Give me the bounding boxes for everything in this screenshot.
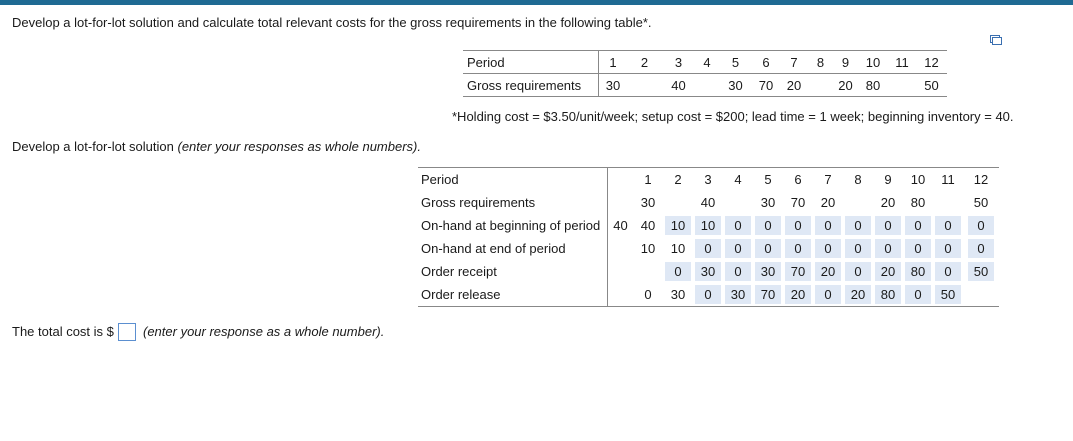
solution-cell <box>933 260 963 283</box>
solution-cell <box>723 237 753 260</box>
solution-start-cell <box>608 168 634 192</box>
solution-cell <box>933 283 963 307</box>
solution-cell <box>783 283 813 307</box>
solution-cell <box>723 214 753 237</box>
answer-cell[interactable]: 30 <box>755 262 781 281</box>
solution-cell: 40 <box>640 218 656 233</box>
solution-cell: 5 <box>764 172 772 187</box>
answer-cell[interactable]: 0 <box>695 239 721 258</box>
solution-row-label: On-hand at beginning of period <box>418 214 608 237</box>
given-gross-7: 20 <box>786 77 802 93</box>
answer-cell[interactable]: 0 <box>755 216 781 235</box>
solution-cell <box>903 260 933 283</box>
given-gross-10: 80 <box>865 77 881 93</box>
solution-cell: 1 <box>644 172 652 187</box>
solution-cell: 3 <box>704 172 712 187</box>
solution-cell <box>663 214 693 237</box>
given-gross-5: 30 <box>728 77 743 93</box>
solution-cell <box>843 214 873 237</box>
answer-cell[interactable]: 0 <box>845 216 871 235</box>
given-gross-3: 40 <box>671 77 686 93</box>
solution-cell <box>963 214 999 237</box>
solution-cell <box>963 260 999 283</box>
solution-cell: 7 <box>824 172 832 187</box>
solution-cell <box>933 191 963 214</box>
given-gross-label: Gross requirements <box>463 74 599 97</box>
solution-cell <box>723 283 753 307</box>
given-gross-8 <box>808 74 833 97</box>
solution-cell: 50 <box>973 195 989 210</box>
solution-cell: 6 <box>794 172 802 187</box>
solution-cell: 70 <box>790 195 806 210</box>
answer-cell[interactable]: 20 <box>815 262 841 281</box>
answer-cell[interactable]: 10 <box>695 216 721 235</box>
solution-cell <box>693 237 723 260</box>
footnote-text: *Holding cost = $3.50/unit/week; setup cost = $200; lead time = 1 week; beginning inventory = 40. <box>452 109 1014 124</box>
answer-cell[interactable]: 0 <box>935 216 961 235</box>
answer-cell[interactable]: 0 <box>968 239 994 258</box>
answer-cell[interactable]: 80 <box>905 262 931 281</box>
answer-cell[interactable]: 0 <box>785 239 811 258</box>
solution-cell: 4 <box>734 172 742 187</box>
answer-cell[interactable]: 0 <box>815 216 841 235</box>
instruction-text: Develop a lot-for-lot solution and calculate total relevant costs for the gross requirements in the following table*. <box>12 15 652 30</box>
solution-cell <box>813 214 843 237</box>
answer-cell[interactable]: 0 <box>815 239 841 258</box>
solution-cell: 10 <box>910 172 926 187</box>
answer-cell[interactable]: 0 <box>875 239 901 258</box>
answer-cell[interactable]: 30 <box>725 285 751 304</box>
answer-cell[interactable]: 70 <box>785 262 811 281</box>
solution-start-cell <box>608 237 634 260</box>
solution-start-cell: 40 <box>613 218 628 233</box>
solution-row-label: On-hand at end of period <box>418 237 608 260</box>
solution-cell <box>753 214 783 237</box>
answer-cell[interactable]: 0 <box>935 262 961 281</box>
develop-prefix: Develop a lot-for-lot solution <box>12 139 178 154</box>
solution-cell <box>753 283 783 307</box>
total-cost-hint: (enter your response as a whole number). <box>143 324 385 339</box>
given-gross-2 <box>627 74 662 97</box>
solution-cell <box>693 260 723 283</box>
answer-cell[interactable]: 50 <box>935 285 961 304</box>
given-period-10: 10 <box>858 51 888 74</box>
solution-cell: 40 <box>700 195 716 210</box>
solution-cell <box>753 260 783 283</box>
solution-row-label: Order release <box>418 283 608 307</box>
given-gross-1: 30 <box>605 77 621 93</box>
given-period-7: 7 <box>780 51 808 74</box>
solution-cell: 20 <box>880 195 896 210</box>
solution-cell <box>783 214 813 237</box>
given-period-4: 4 <box>695 51 719 74</box>
copy-icon[interactable] <box>990 35 1002 45</box>
given-gross-12: 50 <box>924 77 939 93</box>
answer-cell[interactable]: 0 <box>968 216 994 235</box>
answer-cell[interactable]: 0 <box>725 262 751 281</box>
solution-cell <box>723 191 753 214</box>
given-period-12: 12 <box>916 51 947 74</box>
solution-cell <box>783 237 813 260</box>
solution-row-0 <box>418 168 999 192</box>
solution-row-4 <box>418 260 999 283</box>
solution-cell: 9 <box>884 172 892 187</box>
answer-cell[interactable]: 0 <box>785 216 811 235</box>
solution-row-label: Gross requirements <box>418 191 608 214</box>
solution-cell <box>903 283 933 307</box>
solution-cell <box>903 214 933 237</box>
answer-cell[interactable]: 50 <box>968 262 994 281</box>
solution-cell: 0 <box>644 287 652 302</box>
solution-cell <box>873 237 903 260</box>
answer-cell[interactable]: 20 <box>875 262 901 281</box>
total-cost-input[interactable] <box>118 323 136 341</box>
solution-cell <box>693 214 723 237</box>
solution-cell <box>843 237 873 260</box>
solution-cell: 2 <box>674 172 682 187</box>
solution-row-label: Order receipt <box>418 260 608 283</box>
solution-cell <box>663 191 693 214</box>
answer-cell[interactable]: 0 <box>935 239 961 258</box>
top-accent-bar <box>0 0 1073 5</box>
solution-cell <box>723 260 753 283</box>
solution-cell: 11 <box>941 172 955 187</box>
solution-cell <box>933 237 963 260</box>
given-period-1: 1 <box>599 51 628 74</box>
given-period-9: 9 <box>833 51 858 74</box>
solution-cell <box>813 260 843 283</box>
solution-start-cell <box>608 283 634 307</box>
total-cost-prefix: The total cost is $ <box>12 324 114 339</box>
answer-cell[interactable]: 0 <box>695 285 721 304</box>
answer-cell[interactable]: 0 <box>905 239 931 258</box>
given-period-8: 8 <box>808 51 833 74</box>
solution-row-2 <box>418 214 999 237</box>
given-period-3: 3 <box>662 51 695 74</box>
solution-cell <box>963 283 999 307</box>
answer-cell[interactable]: 0 <box>665 262 691 281</box>
given-requirements-table <box>463 50 947 97</box>
given-period-5: 5 <box>719 51 752 74</box>
answer-cell[interactable]: 0 <box>845 239 871 258</box>
develop-instruction <box>12 139 421 154</box>
develop-hint: (enter your responses as whole numbers). <box>177 139 421 154</box>
answer-cell[interactable]: 10 <box>665 216 691 235</box>
answer-cell[interactable]: 0 <box>905 216 931 235</box>
solution-row-3 <box>418 237 999 260</box>
given-period-11: 11 <box>888 51 916 74</box>
solution-cell <box>843 260 873 283</box>
solution-cell: 8 <box>854 172 862 187</box>
solution-cell <box>813 283 843 307</box>
answer-cell[interactable]: 30 <box>695 262 721 281</box>
given-gross-4 <box>695 74 719 97</box>
solution-cell <box>663 260 693 283</box>
solution-cell <box>933 214 963 237</box>
solution-cell <box>783 260 813 283</box>
solution-cell <box>633 260 663 283</box>
solution-cell: 30 <box>760 195 776 210</box>
solution-cell <box>843 283 873 307</box>
given-gross-11 <box>888 74 916 97</box>
solution-cell <box>873 283 903 307</box>
answer-cell[interactable]: 80 <box>875 285 901 304</box>
answer-cell[interactable]: 0 <box>725 239 751 258</box>
solution-cell: 20 <box>820 195 836 210</box>
solution-cell <box>843 191 873 214</box>
answer-cell[interactable]: 0 <box>905 285 931 304</box>
solution-cell: 30 <box>670 287 686 302</box>
solution-cell <box>903 237 933 260</box>
solution-cell <box>813 237 843 260</box>
answer-cell[interactable]: 20 <box>845 285 871 304</box>
solution-row-5 <box>418 283 999 307</box>
given-gross-row <box>463 74 947 97</box>
given-period-2: 2 <box>627 51 662 74</box>
answer-cell[interactable]: 0 <box>875 216 901 235</box>
solution-row-label: Period <box>418 168 608 192</box>
answer-cell[interactable]: 0 <box>815 285 841 304</box>
given-gross-9: 20 <box>838 77 853 93</box>
solution-cell: 10 <box>640 241 656 256</box>
solution-cell <box>873 214 903 237</box>
given-period-row <box>463 51 947 74</box>
solution-cell <box>753 237 783 260</box>
solution-row-1 <box>418 191 999 214</box>
solution-cell <box>873 260 903 283</box>
given-gross-6: 70 <box>758 77 774 93</box>
lot-for-lot-solution-table <box>418 167 999 307</box>
given-period-6: 6 <box>752 51 780 74</box>
answer-cell[interactable]: 20 <box>785 285 811 304</box>
solution-start-cell <box>608 260 634 283</box>
answer-cell[interactable]: 0 <box>845 262 871 281</box>
solution-cell <box>963 237 999 260</box>
solution-cell: 12 <box>973 172 989 187</box>
answer-cell[interactable]: 70 <box>755 285 781 304</box>
solution-cell: 30 <box>640 195 656 210</box>
solution-cell <box>693 283 723 307</box>
solution-cell: 10 <box>670 241 686 256</box>
answer-cell[interactable]: 0 <box>725 216 751 235</box>
solution-cell: 80 <box>910 195 926 210</box>
given-period-label: Period <box>463 51 599 74</box>
solution-start-cell <box>608 191 634 214</box>
answer-cell[interactable]: 0 <box>755 239 781 258</box>
